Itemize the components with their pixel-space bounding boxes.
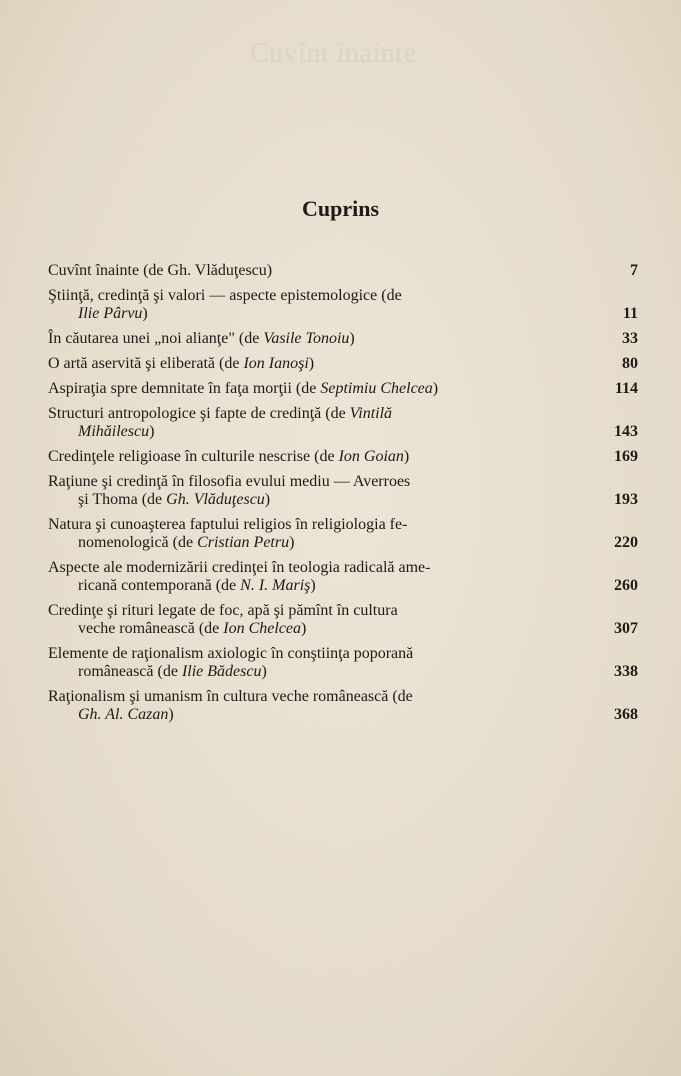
toc-entry[interactable] (48, 355, 638, 373)
toc-entry-title: Raţionalism şi umanism în cultura veche românească (de (48, 688, 413, 705)
toc-entry-line (48, 448, 638, 466)
toc-entry[interactable] (48, 559, 638, 595)
toc-entry-line (48, 645, 638, 663)
toc-entry-author: Mihăilescu (78, 423, 150, 440)
toc-entry-title: Cuvînt înainte (de (48, 262, 168, 279)
toc-entry-author: N. I. Mariş (240, 577, 311, 594)
toc-entry-title-tail: ) (432, 380, 439, 397)
toc-entry-title: În căutarea unei „noi alianţe" (de (48, 330, 264, 347)
toc-entry-title-tail: ) (142, 305, 148, 322)
toc-page-number: 114 (614, 380, 638, 397)
toc-page-number: 260 (614, 577, 638, 594)
toc-entry-title-tail: ) (349, 330, 355, 347)
toc-entry-title-cont: ricană contemporană (de (78, 577, 241, 594)
toc-page-number: 11 (622, 305, 638, 322)
toc-entry-line (48, 534, 638, 552)
toc-entry-line (48, 516, 638, 534)
toc-entry-title-tail: ) (308, 355, 315, 372)
toc-entry-author: Ilie Bădescu (181, 663, 262, 680)
toc-entry-title-tail: ) (403, 448, 410, 465)
toc-entry[interactable] (48, 688, 638, 724)
toc-entry-title: Raţiune şi credinţă în filosofia evului mediu — Averroes (48, 473, 411, 490)
toc-entry-line (48, 355, 638, 373)
toc-entry-title: O artă aservită şi eliberată (de (48, 355, 244, 372)
toc-page-number: 307 (614, 620, 638, 637)
toc-entry[interactable] (48, 330, 638, 348)
toc-entry-line (48, 473, 638, 491)
toc-entry-title: Natura şi cunoaşterea faptului religios în religiologia fe- (48, 516, 408, 533)
toc-entry-author: Ion Ianoşi (243, 355, 309, 372)
toc-entry[interactable] (48, 405, 638, 441)
toc-entry[interactable] (48, 287, 638, 323)
toc-entry-author: Ilie Pârvu (78, 305, 143, 322)
toc-entry-title: Ştiinţă, credinţă şi valori — aspecte epistemologice (de (48, 287, 402, 304)
toc-entry-title-cont: nomenologică (de (78, 534, 198, 551)
toc-entry-line (48, 602, 638, 620)
toc-entry-line (48, 559, 638, 577)
toc-entry-line (48, 262, 638, 280)
toc-entry-title-cont: românească (de (78, 663, 182, 680)
toc-page-number: 193 (614, 491, 638, 508)
toc-entry[interactable] (48, 516, 638, 552)
toc-page-number: 368 (614, 706, 638, 723)
toc-entry-line (48, 577, 638, 595)
toc-entry-author: Gh. Vlăduţescu (166, 491, 265, 508)
toc-entry-title-tail: Gh. Vlăduţescu) (167, 262, 273, 279)
toc-entry-line (48, 706, 638, 724)
toc-entry-title-tail: ) (261, 663, 267, 680)
toc-entry-title-tail: ) (310, 577, 316, 594)
toc-page-number: 338 (614, 663, 638, 680)
toc-page-number: 80 (622, 355, 638, 372)
toc-entry-line (48, 380, 638, 398)
toc-page-number: 169 (614, 448, 638, 465)
toc-entry-line (48, 330, 638, 348)
toc-entry-title-tail: ) (168, 706, 174, 723)
toc-entry-line (48, 688, 638, 706)
toc-entry[interactable] (48, 448, 638, 466)
toc-entry[interactable] (48, 645, 638, 681)
toc-entry-line (48, 287, 638, 305)
toc-entry-title-tail: ) (301, 620, 307, 637)
toc-entry-line (48, 491, 638, 509)
toc-entry-author: Cristian Petru (197, 534, 290, 551)
toc-entry-line (48, 620, 638, 638)
toc-entry-title: Aspecte ale modernizării credinţei în teologia radicală ame- (48, 559, 431, 576)
toc-entry[interactable] (48, 380, 638, 398)
toc-entry-author: Vintilă (349, 405, 393, 422)
toc-entry-title-tail: ) (149, 423, 155, 440)
toc-entry-title-cont: veche românească (de (78, 620, 224, 637)
toc-entry[interactable] (48, 473, 638, 509)
toc-entry-line (48, 305, 638, 323)
toc-entry-author: Ion Goian (338, 448, 404, 465)
toc-page-number: 143 (614, 423, 638, 440)
toc-entry-title-cont: şi Thoma (de (78, 491, 167, 508)
table-of-contents (48, 262, 638, 731)
toc-entry-title: Credinţe şi rituri legate de foc, apă şi pămînt în cultura (48, 602, 398, 619)
bleed-through-heading: Cuvînt înainte (250, 38, 417, 69)
toc-entry-line (48, 405, 638, 423)
toc-entry[interactable] (48, 602, 638, 638)
toc-entry-line (48, 423, 638, 441)
page-title: Cuprins (301, 196, 380, 221)
toc-page-number: 7 (630, 262, 638, 279)
toc-entry[interactable] (48, 262, 638, 280)
toc-entry-author: Vasile Tonoiu (263, 330, 350, 347)
toc-entry-author: Gh. Al. Cazan (78, 706, 169, 723)
toc-entry-title: Aspiraţia spre demnitate în faţa morţii (de (48, 380, 321, 397)
toc-entry-author: Ion Chelcea (223, 620, 301, 637)
toc-entry-title-tail: ) (264, 491, 271, 508)
toc-entry-line (48, 663, 638, 681)
toc-page-number: 220 (614, 534, 638, 551)
toc-entry-title: Structuri antropologice şi fapte de credinţă (de (48, 405, 350, 422)
toc-entry-author: Septimiu Chelcea (320, 380, 433, 397)
toc-entry-title-tail: ) (289, 534, 295, 551)
toc-entry-title: Elemente de raţionalism axiologic în conştiinţa poporană (48, 645, 414, 662)
toc-entry-title: Credinţele religioase în culturile nescrise (de (48, 448, 339, 465)
toc-page-number: 33 (622, 330, 638, 347)
